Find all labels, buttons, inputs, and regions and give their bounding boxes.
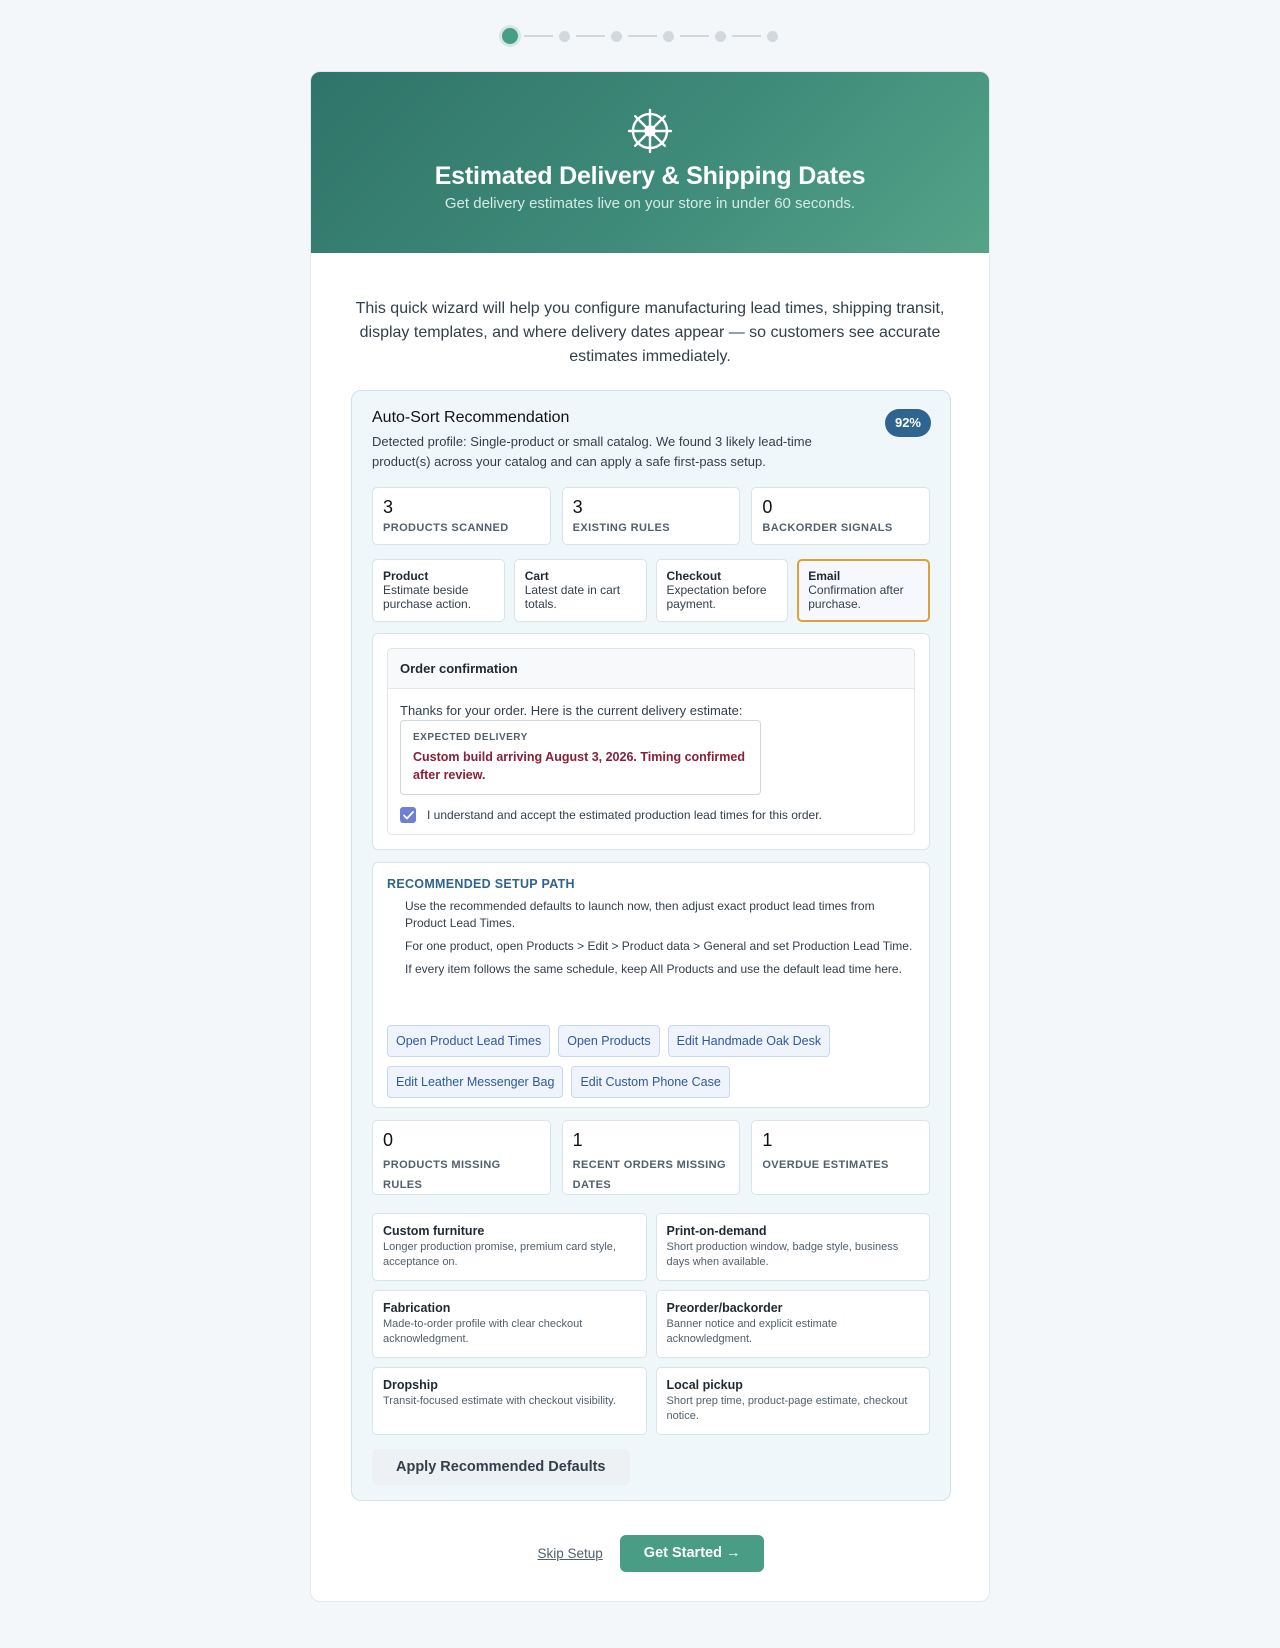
stat-card [372,1120,551,1195]
placement-options [372,559,930,622]
email-preview-header: Order confirmation [388,649,914,689]
page-title: Estimated Delivery & Shipping Dates [434,162,866,190]
preset-dropship[interactable] [372,1367,647,1435]
preset-description: Short production window, badge style, business days when available. [666,1241,899,1268]
setup-step: For one product, open Products > Edit > Product data > General and set Production Lead Time. [405,939,913,953]
skip-setup-link[interactable]: Skip Setup [537,1546,603,1561]
page-subtitle: Get delivery estimates live on your store in under 60 seconds. [444,195,856,212]
estimate-label: EXPECTED DELIVERY [413,732,528,743]
stat-value: 0 [383,1130,394,1150]
hero-banner [311,72,989,253]
stat-label: PRODUCTS SCANNED [383,522,509,534]
preset-description: Transit-focused estimate with checkout visibility. [383,1395,616,1407]
placement-description: Confirmation after purchase. [808,583,904,611]
step-connector [524,35,553,37]
email-preview [387,648,915,835]
preset-name: Custom furniture [383,1224,485,1238]
stat-label: PRODUCTS MISSING RULES [383,1159,501,1191]
preset-preorder-backorder[interactable] [656,1290,931,1358]
preset-print-on-demand[interactable] [656,1213,931,1281]
step-6-dot[interactable] [767,31,778,42]
checkmark-icon [403,811,414,820]
lead-time-acknowledgment [400,807,902,823]
stat-card [372,487,551,545]
acknowledgment-label: I understand and accept the estimated production lead times for this order. [427,808,822,822]
edit-custom-phone-case-button[interactable]: Edit Custom Phone Case [571,1066,729,1098]
step-2-dot[interactable] [559,31,570,42]
store-type-presets [372,1213,930,1435]
setup-step: Use the recommended defaults to launch now, then adjust exact product lead times from Product Lead Times. [405,899,875,930]
preset-name: Local pickup [666,1378,743,1392]
recommendation-title: Auto-Sort Recommendation [372,409,570,426]
step-connector [732,35,761,37]
stat-value: 1 [572,1130,583,1150]
preset-description: Longer production promise, premium card style, acceptance on. [383,1241,616,1268]
stat-value: 3 [572,497,583,517]
placement-name: Cart [524,569,549,583]
delivery-estimate-box [400,720,761,795]
stat-label: RECENT ORDERS MISSING DATES [572,1159,726,1191]
placement-description: Estimate beside purchase action. [383,583,472,611]
acknowledgment-checkbox[interactable] [400,807,416,823]
placement-option-checkout[interactable] [656,559,789,622]
auto-sort-recommendation-panel [351,390,951,1501]
preset-description: Banner notice and explicit estimate acknowledgment. [666,1318,838,1345]
email-preview-body [388,689,914,837]
placement-option-product[interactable] [372,559,505,622]
stat-label: EXISTING RULES [572,522,670,534]
setup-path-links [387,1025,917,1098]
apply-recommended-defaults-button[interactable]: Apply Recommended Defaults [372,1449,630,1485]
placement-description: Latest date in cart totals. [524,583,621,611]
preset-description: Short prep time, product-page estimate, checkout notice. [666,1395,908,1422]
wizard-card [310,71,990,1602]
confidence-badge: 92% [885,409,931,437]
stat-card [751,1120,930,1195]
preset-name: Print-on-demand [666,1224,767,1238]
setup-step: If every item follows the same schedule, keep All Products and use the default lead time here. [405,962,902,976]
preset-custom-furniture[interactable] [372,1213,647,1281]
preset-name: Preorder/backorder [666,1301,783,1315]
placement-name: Checkout [666,569,722,583]
setup-path-title: RECOMMENDED SETUP PATH [387,877,575,891]
step-connector [680,35,709,37]
preset-local-pickup[interactable] [656,1367,931,1435]
get-started-button[interactable]: Get Started → [620,1535,765,1572]
wizard-footer [311,1535,990,1572]
step-connector [628,35,657,37]
preset-description: Made-to-order profile with clear checkout acknowledgment. [383,1318,583,1345]
placement-name: Product [383,569,429,583]
edit-leather-messenger-bag-button[interactable]: Edit Leather Messenger Bag [387,1066,563,1098]
catalog-stats [372,487,930,545]
stat-label: OVERDUE ESTIMATES [762,1159,889,1171]
estimate-text: Custom build arriving August 3, 2026. Timing confirmed after review. [413,750,745,782]
stat-card [751,487,930,545]
edit-handmade-oak-desk-button[interactable]: Edit Handmade Oak Desk [668,1025,831,1057]
placement-name: Email [808,569,841,583]
stat-label: BACKORDER SIGNALS [762,522,893,534]
placement-option-email[interactable] [797,559,930,622]
recommended-setup-path [372,862,930,1108]
step-3-dot[interactable] [611,31,622,42]
placement-description: Expectation before payment. [666,583,767,611]
step-indicator [0,28,1280,44]
intro-text: This quick wizard will help you configure manufacturing lead times, shipping transit, display templates, and where delivery dates appear — so customers see accurate estimates immediately. [355,300,945,365]
preset-name: Dropship [383,1378,438,1392]
stat-value: 1 [762,1130,773,1150]
step-5-dot[interactable] [715,31,726,42]
email-preview-text: Thanks for your order. Here is the current delivery estimate: [400,703,743,718]
placement-option-cart[interactable] [514,559,647,622]
stat-value: 3 [383,497,394,517]
stat-card [562,487,741,545]
stat-value: 0 [762,497,773,517]
preset-name: Fabrication [383,1301,451,1315]
open-product-lead-times-button[interactable]: Open Product Lead Times [387,1025,550,1057]
health-stats [372,1120,930,1195]
preset-fabrication[interactable] [372,1290,647,1358]
ship-wheel-icon [627,108,673,154]
stat-card [562,1120,741,1195]
placement-preview [372,633,930,850]
step-4-dot[interactable] [663,31,674,42]
step-connector [576,35,605,37]
open-products-button[interactable]: Open Products [558,1025,659,1057]
step-1-dot[interactable] [502,28,518,44]
setup-path-steps [405,898,917,984]
recommendation-description: Detected profile: Single-product or small catalog. We found 3 likely lead-time product(s) across your catalog and can apply a safe first-pass setup. [372,434,812,469]
